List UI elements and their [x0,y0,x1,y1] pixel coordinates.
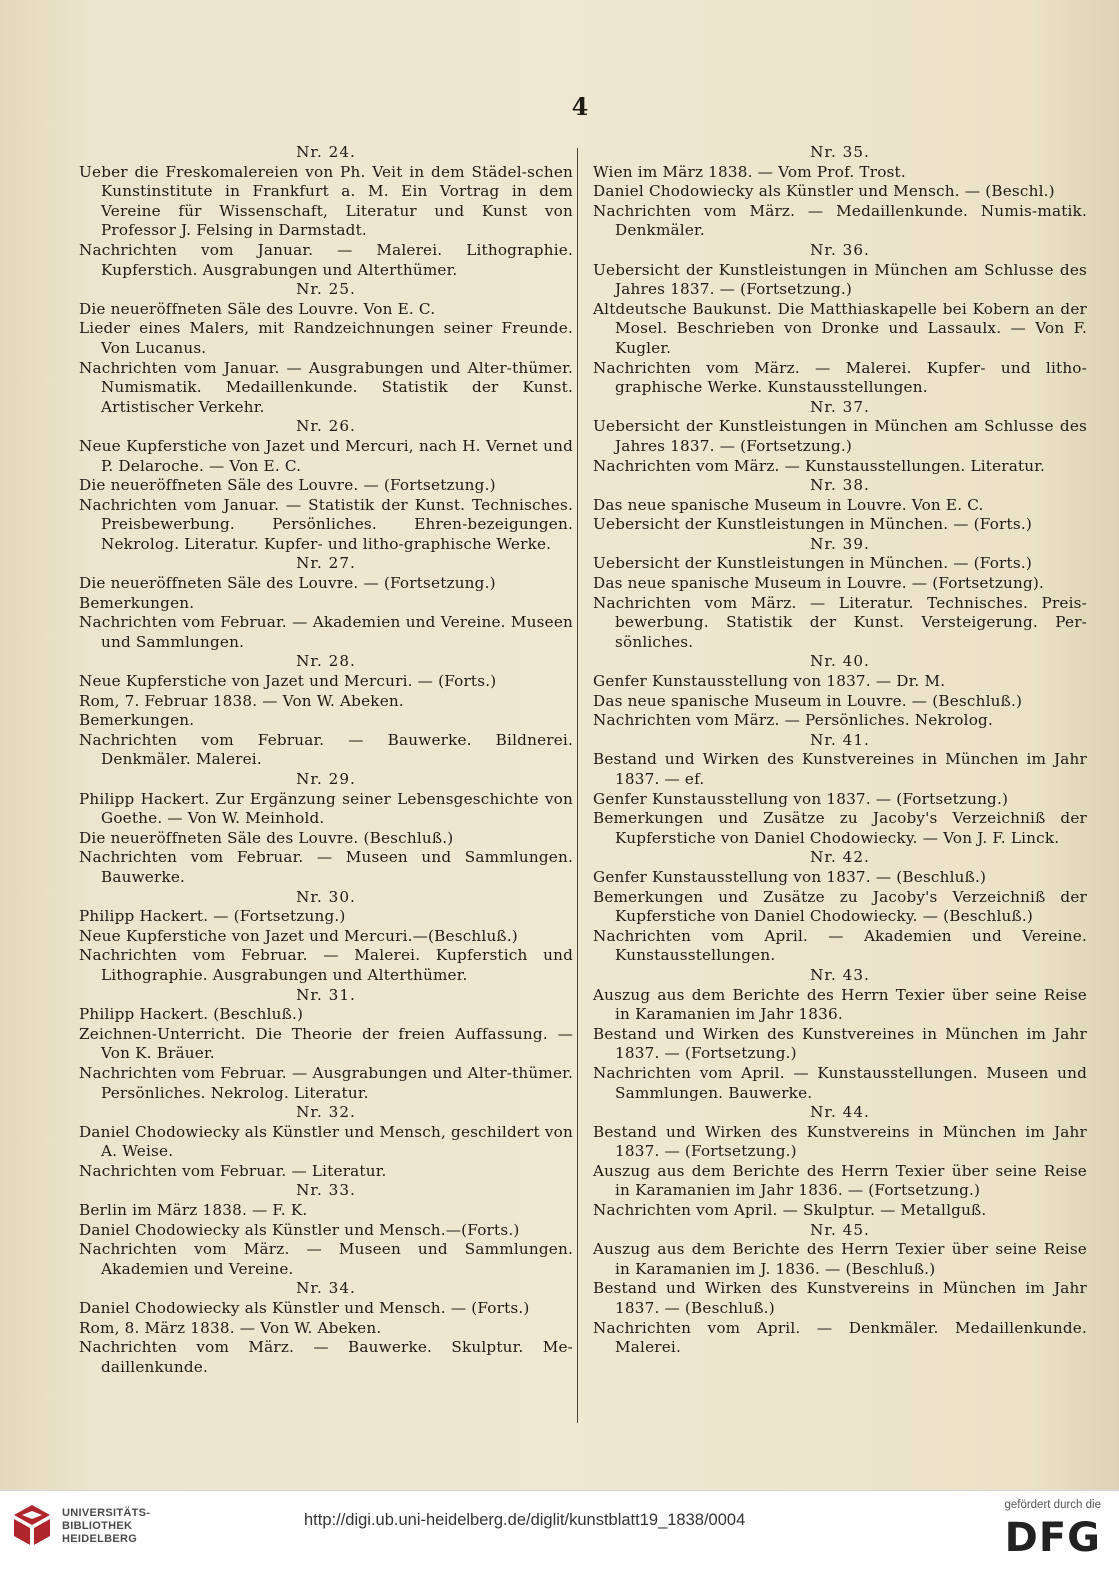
toc-entry: Bestand und Wirken des Kunstvereines in München im Jahr 1837. — ef. [593,750,1087,788]
toc-entry: Ueber die Freskomalereien von Ph. Veit in dem Städel-schen Kunstinstitute in Frankfurt a. M. Ein Vortrag in dem Vereine für Wissenschaft, Literatur und Kunst von Professor J. Felsing in Darmstadt. [79,162,573,240]
toc-entry: Nachrichten vom Februar. — Bauwerke. Bildnerei. Denkmäler. Malerei. [79,730,573,769]
toc-entry: Die neueröffneten Säle des Louvre. Von E. C. [79,299,436,318]
issue-heading: Nr. 38. [810,476,870,495]
toc-entry: Genfer Kunstausstellung von 1837. — (Fortsetzung.) [593,789,1009,808]
toc-entry: Daniel Chodowiecky als Künstler und Mensch, geschildert von A. Weise. [79,1122,573,1161]
toc-entry: Genfer Kunstausstellung von 1837. — Dr. M. [593,672,946,691]
toc-entry: Zeichnen-Unterricht. Die Theorie der freien Auffassung. — Von K. Bräuer. [79,1024,573,1063]
toc-entry: Nachrichten vom März. — Museen und Sammlungen. Akademien und Vereine. [79,1240,573,1278]
issue-heading: Nr. 33. [296,1181,356,1200]
toc-entry: Bemerkungen. [79,593,195,612]
toc-entry: Wien im März 1838. — Vom Prof. Trost. [593,162,906,181]
toc-entry: Bestand und Wirken des Kunstvereins in München im Jahr 1837. — (Fortsetzung.) [593,1122,1087,1161]
toc-entry: Neue Kupferstiche von Jazet und Mercuri, nach H. Vernet und P. Delaroche. — Von E. C. [79,436,573,475]
issue-heading: Nr. 31. [296,985,356,1004]
viewer-footer [0,1490,1119,1571]
toc-entry: Nachrichten vom Januar. — Malerei. Lithographie. Kupferstich. Ausgrabungen und Alterthümer. [79,240,573,279]
issue-heading: Nr. 45. [810,1220,870,1239]
issue-heading: Nr. 25. [296,280,356,299]
issue-heading: Nr. 39. [810,534,870,553]
toc-entry: Genfer Kunstausstellung von 1837. — (Beschluß.) [593,867,987,886]
toc-entry: Das neue spanische Museum in Louvre. — (Beschluß.) [593,691,1023,710]
toc-entry: Das neue spanische Museum in Louvre. — (Fortsetzung). [593,574,1045,593]
toc-entry: Altdeutsche Baukunst. Die Matthiaskapelle bei Kobern an der Mosel. Beschrieben von Dronke und Lassaulx. — Von F. Kugler. [593,299,1087,357]
toc-entry: Die neueröffneten Säle des Louvre. (Beschluß.) [79,828,454,847]
toc-entry: Uebersicht der Kunstleistungen in München. — (Forts.) [593,554,1032,573]
toc-entry: Neue Kupferstiche von Jazet und Mercuri. — (Forts.) [79,672,497,691]
toc-entry: Daniel Chodowiecky als Künstler und Mensch.—(Forts.) [79,1220,520,1239]
toc-entry: Das neue spanische Museum in Louvre. Von E. C. [593,495,984,514]
toc-entry: Bemerkungen. [79,711,195,730]
toc-entry: Bestand und Wirken des Kunstvereines in München im Jahr 1837. — (Fortsetzung.) [593,1024,1087,1063]
toc-entry: Rom, 8. März 1838. — Von W. Abeken. [79,1318,382,1337]
toc-entry: Daniel Chodowiecky als Künstler und Mensch. — (Beschl.) [593,182,1055,201]
toc-entry: Nachrichten vom Januar. — Ausgrabungen und Alter-thümer. Numismatik. Medaillenkunde. Statistik der Kunst. Artistischer Verkehr. [79,358,573,416]
toc-entry: Nachrichten vom Februar. — Akademien und Vereine. Museen und Sammlungen. [79,613,573,651]
toc-entry: Philipp Hackert. (Beschluß.) [79,1005,304,1024]
toc-entry: Berlin im März 1838. — F. K. [79,1201,308,1220]
toc-entry: Bestand und Wirken des Kunstvereins in München im Jahr 1837. — (Beschluß.) [593,1279,1087,1318]
toc-entry: Nachrichten vom März. — Bauwerke. Skulptur. Me-daillenkunde. [79,1338,573,1376]
issue-heading: Nr. 34. [296,1279,356,1298]
toc-entry: Neue Kupferstiche von Jazet und Mercuri.—(Beschluß.) [79,926,518,945]
issue-heading: Nr. 40. [810,652,870,671]
column-divider [577,148,578,1423]
toc-entry: Nachrichten vom April. — Kunstausstellungen. Museen und Sammlungen. Bauwerke. [593,1063,1087,1102]
issue-heading: Nr. 35. [810,143,870,161]
issue-heading: Nr. 30. [296,887,356,906]
toc-entry: Die neueröffneten Säle des Louvre. — (Fortsetzung.) [79,476,496,495]
university-library-logo-icon [12,1503,52,1547]
toc-entry: Philipp Hackert. — (Fortsetzung.) [79,907,346,926]
toc-entry: Nachrichten vom Februar. — Literatur. [79,1161,387,1180]
toc-entry: Uebersicht der Kunstleistungen in München am Schlusse des Jahres 1837. — (Fortsetzung.) [593,417,1087,455]
toc-entry: Nachrichten vom März. — Literatur. Technisches. Preis-bewerbung. Statistik der Kunst. Versteigerung. Per-sönliches. [593,593,1087,651]
issue-heading: Nr. 36. [810,240,870,259]
toc-entry: Daniel Chodowiecky als Künstler und Mensch. — (Forts.) [79,1299,530,1318]
toc-entry: Lieder eines Malers, mit Randzeichnungen seiner Freunde. Von Lucanus. [79,319,573,357]
toc-entry: Die neueröffneten Säle des Louvre. — (Fortsetzung.) [79,574,496,593]
issue-heading: Nr. 41. [810,730,870,749]
issue-heading: Nr. 24. [296,143,356,161]
toc-entry: Nachrichten vom März. — Medaillenkunde. Numis-matik. Denkmäler. [593,201,1087,240]
page-number: 4 [571,92,589,121]
toc-entry: Philipp Hackert. Zur Ergänzung seiner Lebensgeschichte von Goethe. — Von W. Meinhold. [79,789,573,828]
toc-entry: Auszug aus dem Berichte des Herrn Texier über seine Reise in Karamanien im J. 1836. — (Beschluß.) [593,1240,1087,1278]
library-name-line-3: HEIDELBERG [62,1533,138,1545]
left-column [79,143,573,1377]
issue-heading: Nr. 43. [810,965,870,984]
toc-entry: Nachrichten vom Februar. — Malerei. Kupferstich und Lithographie. Ausgrabungen und Alterthümer. [79,946,573,984]
toc-entry: Auszug aus dem Berichte des Herrn Texier über seine Reise in Karamanien im Jahr 1836. — (Fortsetzung.) [593,1161,1087,1200]
funding-note: gefördert durch die [1004,1499,1101,1511]
toc-entry: Nachrichten vom März. — Malerei. Kupfer- und litho-graphische Werke. Kunstausstellungen. [593,358,1087,397]
toc-entry: Rom, 7. Februar 1838. — Von W. Abeken. [79,691,404,710]
toc-entry: Nachrichten vom April. — Denkmäler. Medaillenkunde. Malerei. [593,1318,1087,1357]
toc-entry: Nachrichten vom März. — Kunstausstellungen. Literatur. [593,456,1046,475]
toc-entry: Auszug aus dem Berichte des Herrn Texier über seine Reise in Karamanien im Jahr 1836. [593,985,1087,1024]
toc-entry: Nachrichten vom Januar. — Statistik der Kunst. Technisches. Preisbewerbung. Persönliches. Ehren-bezeigungen. Nekrolog. Literatur. Kupfer- und litho-graphische Werke. [79,495,573,553]
toc-entry: Uebersicht der Kunstleistungen in München am Schlusse des Jahres 1837. — (Fortsetzung.) [593,260,1087,299]
library-name [62,1507,150,1546]
issue-heading: Nr. 27. [296,554,356,573]
issue-heading: Nr. 37. [810,397,870,416]
toc-entry: Uebersicht der Kunstleistungen in München. — (Forts.) [593,515,1032,534]
toc-entry: Nachrichten vom April. — Skulptur. — Metallguß. [593,1201,987,1220]
toc-entry: Nachrichten vom Februar. — Museen und Sammlungen. Bauwerke. [79,848,573,886]
issue-heading: Nr. 44. [810,1103,870,1122]
toc-entry: Bemerkungen und Zusätze zu Jacoby's Verzeichniß der Kupferstiche von Daniel Chodowiecky. — Von J. F. Linck. [593,809,1087,847]
toc-entry: Nachrichten vom März. — Persönliches. Nekrolog. [593,711,994,730]
right-column [593,143,1087,1358]
issue-heading: Nr. 26. [296,417,356,436]
issue-heading: Nr. 42. [810,848,870,867]
library-name-line-1: UNIVERSITÄTS- [62,1507,151,1519]
permalink-url[interactable]: http://digi.ub.uni-heidelberg.de/diglit/kunstblatt19_1838/0004 [304,1511,746,1529]
issue-heading: Nr. 29. [296,770,356,788]
dfg-logo: DFG [1004,1515,1101,1561]
toc-entry: Bemerkungen und Zusätze zu Jacoby's Verzeichniß der Kupferstiche von Daniel Chodowiecky. — (Beschluß.) [593,887,1087,926]
issue-heading: Nr. 32. [296,1103,356,1122]
issue-heading: Nr. 28. [296,652,356,671]
library-name-line-2: BIBLIOTHEK [62,1520,133,1532]
toc-entry: Nachrichten vom Februar. — Ausgrabungen und Alter-thümer. Persönliches. Nekrolog. Literatur. [79,1063,573,1102]
toc-entry: Nachrichten vom April. — Akademien und Vereine. Kunstausstellungen. [593,926,1087,965]
